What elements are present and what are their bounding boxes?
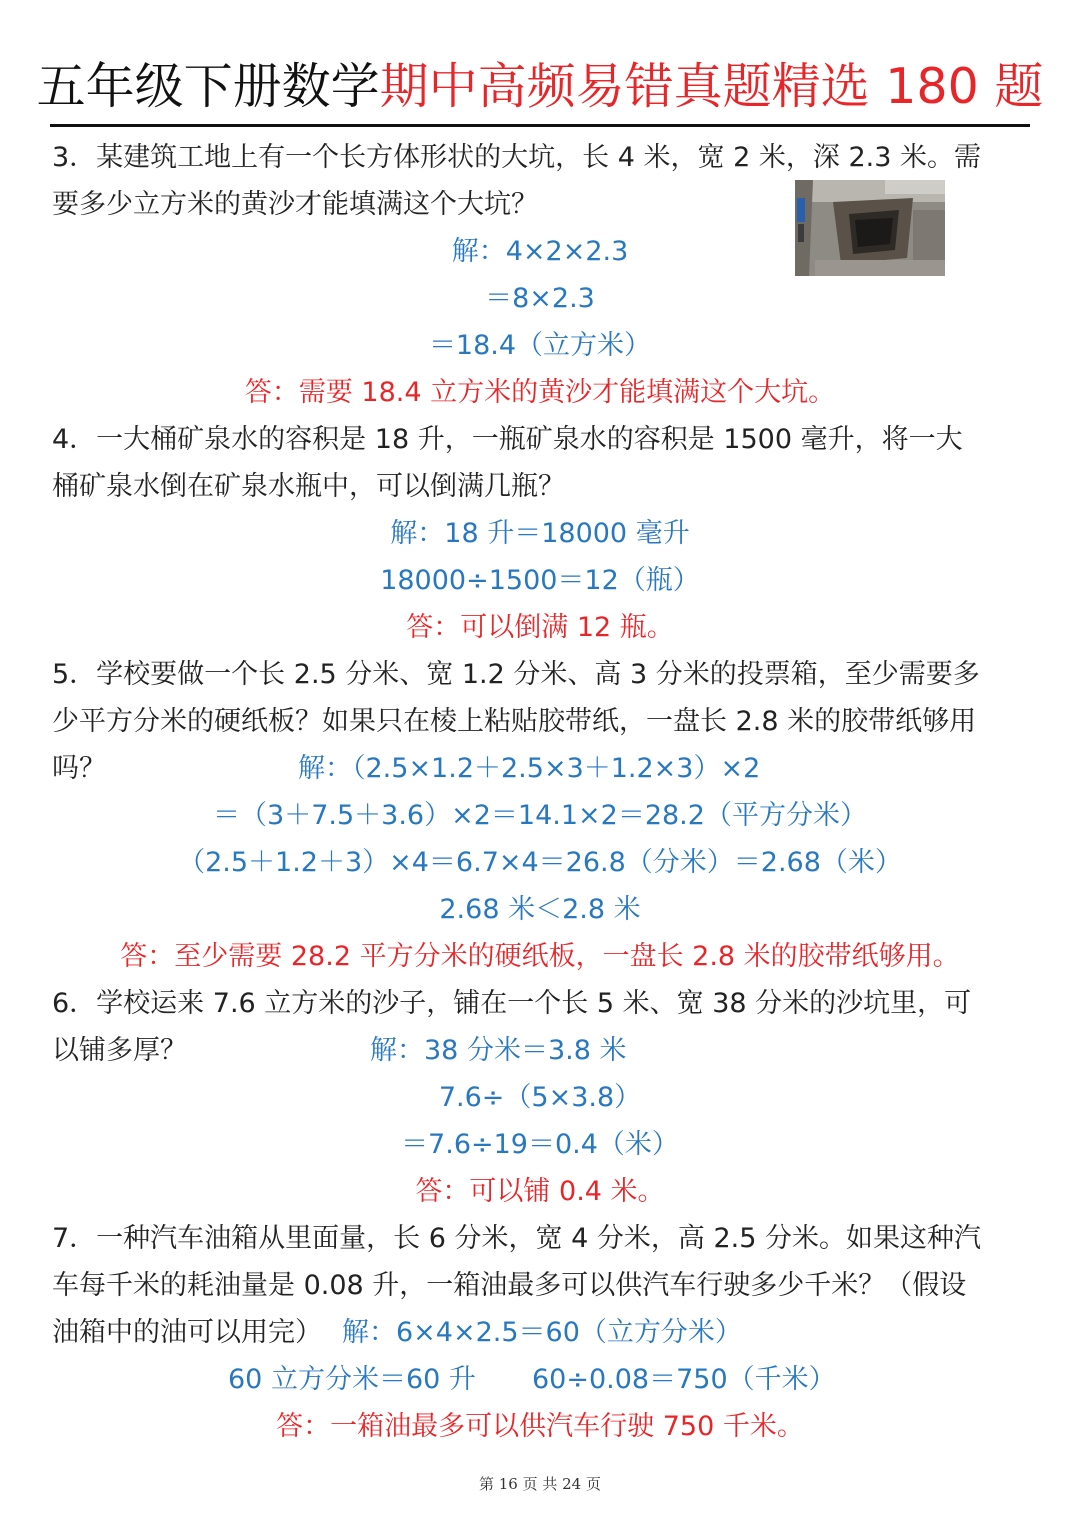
- problem-7-solution-step-3: 60÷0.08＝750（千米）: [532, 1364, 836, 1395]
- problem-5-solution-step-3: （2.5＋1.2＋3）×4＝6.7×4＝26.8（分米）＝2.68（米）: [178, 847, 902, 878]
- problem-4-solution-step-2: 18000÷1500＝12（瓶）: [380, 565, 700, 596]
- title-underline: [50, 124, 1030, 127]
- problem-6-solution-step-3: ＝7.6÷19＝0.4（米）: [401, 1129, 679, 1160]
- page-title-red: 期中高频易错真题精选 180 题: [379, 58, 1044, 115]
- page-title-black: 五年级下册数学: [36, 58, 380, 115]
- problem-4-question-line-1: 4．一大桶矿泉水的容积是 18 升，一瓶矿泉水的容积是 1500 毫升，将一大: [52, 424, 963, 455]
- problem-6-solution-step-2: 7.6÷（5×3.8）: [438, 1082, 642, 1113]
- problem-7-solution-step-2: 60 立方分米＝60 升: [228, 1364, 476, 1395]
- problem-5-solution-step-2: ＝（3＋7.5＋3.6）×2＝14.1×2＝28.2（平方分米）: [213, 800, 867, 831]
- problem-6-solution-step-1: 解：38 分米＝3.8 米: [370, 1035, 627, 1066]
- problem-3-question-line-2: 要多少立方米的黄沙才能填满这个大坑？: [52, 189, 538, 220]
- problem-3-solution-step-3: ＝18.4（立方米）: [428, 330, 652, 361]
- problem-7-question-line-1: 7．一种汽车油箱从里面量，长 6 分米，宽 4 分米，高 2.5 分米。如果这种汽: [52, 1223, 981, 1254]
- problem-7-question-line-3: 油箱中的油可以用完）: [52, 1317, 322, 1348]
- problem-5-solution-step-1: 解：（2.5×1.2＋2.5×3＋1.2×3）×2: [298, 753, 761, 784]
- problem-7-answer: 答：一箱油最多可以供汽车行驶 750 千米。: [276, 1411, 804, 1442]
- problem-3-solution-step-2: ＝8×2.3: [485, 283, 595, 314]
- page-number: 第 16 页 共 24 页: [478, 1475, 601, 1493]
- problem-5-question-line-3: 吗？: [52, 753, 106, 784]
- problem-3-question-line-1: 3．某建筑工地上有一个长方体形状的大坑，长 4 米，宽 2 米，深 2.3 米。需: [52, 142, 981, 173]
- page-title: [0, 52, 1080, 122]
- problem-6-question-line-2: 以铺多厚？: [52, 1035, 187, 1066]
- problem-7-solution-step-1: 解：6×4×2.5＝60（立方分米）: [342, 1317, 742, 1348]
- problem-4-answer: 答：可以倒满 12 瓶。: [406, 612, 674, 643]
- problem-5-question-line-1: 5．学校要做一个长 2.5 分米、宽 1.2 分米、高 3 分米的投票箱，至少需要多: [52, 659, 980, 690]
- problem-5-solution-step-4: 2.68 米＜2.8 米: [439, 894, 641, 925]
- problem-4-solution-step-1: 解：18 升＝18000 毫升: [390, 518, 690, 549]
- problem-3-solution-step-1: 解：4×2×2.3: [451, 236, 629, 267]
- problem-5-answer: 答：至少需要 28.2 平方分米的硬纸板，一盘长 2.8 米的胶带纸够用。: [120, 941, 960, 972]
- problem-4-question-line-2: 桶矿泉水倒在矿泉水瓶中，可以倒满几瓶？: [52, 471, 565, 502]
- problem-7-question-line-2: 车每千米的耗油量是 0.08 升，一箱油最多可以供汽车行驶多少千米？（假设: [52, 1270, 967, 1301]
- problem-3-answer: 答：需要 18.4 立方米的黄沙才能填满这个大坑。: [244, 377, 836, 408]
- problem-5-question-line-2: 少平方分米的硬纸板？如果只在棱上粘贴胶带纸，一盘长 2.8 米的胶带纸够用: [52, 706, 977, 737]
- problem-6-question-line-1: 6．学校运来 7.6 立方米的沙子，铺在一个长 5 米、宽 38 分米的沙坑里，可: [52, 988, 972, 1019]
- problem-6-answer: 答：可以铺 0.4 米。: [415, 1176, 665, 1207]
